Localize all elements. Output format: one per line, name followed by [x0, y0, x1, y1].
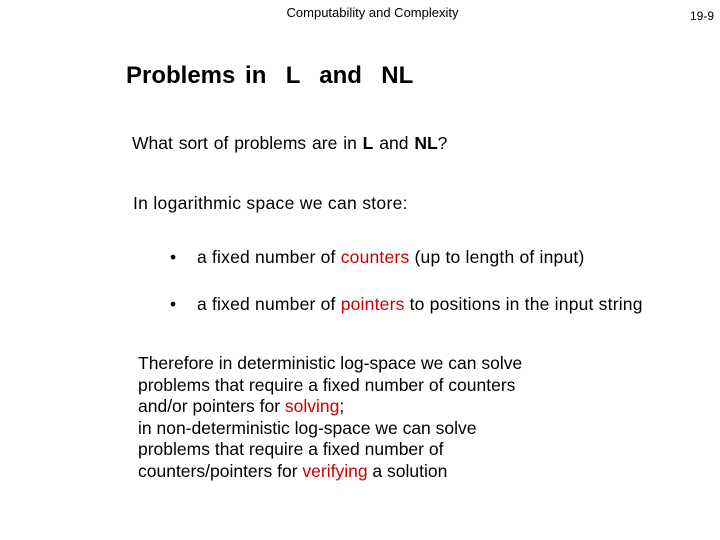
question-text — [132, 133, 447, 154]
paragraph-text: ; — [339, 396, 345, 416]
bullet-counters — [170, 247, 584, 268]
bullet-marker: • — [170, 294, 177, 314]
page-number: 19-9 — [689, 9, 714, 23]
paragraph-line — [138, 461, 718, 483]
bullet-text-after: to positions in the input string — [404, 294, 643, 314]
question-prefix: What sort of problems are in — [132, 133, 363, 153]
conclusion-paragraph — [138, 353, 718, 482]
bullet-highlight-pointers: pointers — [340, 294, 405, 314]
bullet-text-before: a fixed number of — [197, 294, 341, 314]
bullet-text-after: (up to length of input) — [409, 247, 585, 267]
paragraph-line: in non-deterministic log-space we can solve — [138, 417, 477, 438]
bullet-text-before: a fixed number of — [197, 247, 341, 267]
intro-text: In logarithmic space we can store: — [133, 193, 408, 213]
bullet-highlight-counters: counters — [340, 247, 410, 267]
highlight-solving: solving — [284, 396, 340, 416]
question-and: and — [373, 133, 415, 153]
question-l: L — [362, 133, 374, 153]
paragraph-text: a solution — [367, 460, 448, 481]
paragraph-line: problems that require a fixed number of — [138, 439, 444, 459]
slide-title: Problems in L and NL — [126, 62, 414, 89]
bullet-pointers — [170, 294, 643, 315]
header-title: Computability and Complexity — [286, 5, 459, 20]
paragraph-line: problems that require a fixed number of counters — [138, 374, 516, 395]
question-suffix: ? — [437, 133, 448, 153]
paragraph-line — [138, 396, 718, 418]
paragraph-line: Therefore in deterministic log-space we can solve — [138, 353, 523, 373]
highlight-verifying: verifying — [302, 460, 368, 481]
paragraph-text: and/or pointers for — [138, 396, 285, 416]
paragraph-text: counters/pointers for — [138, 460, 303, 481]
bullet-marker: • — [170, 247, 177, 267]
question-nl: NL — [414, 133, 438, 153]
